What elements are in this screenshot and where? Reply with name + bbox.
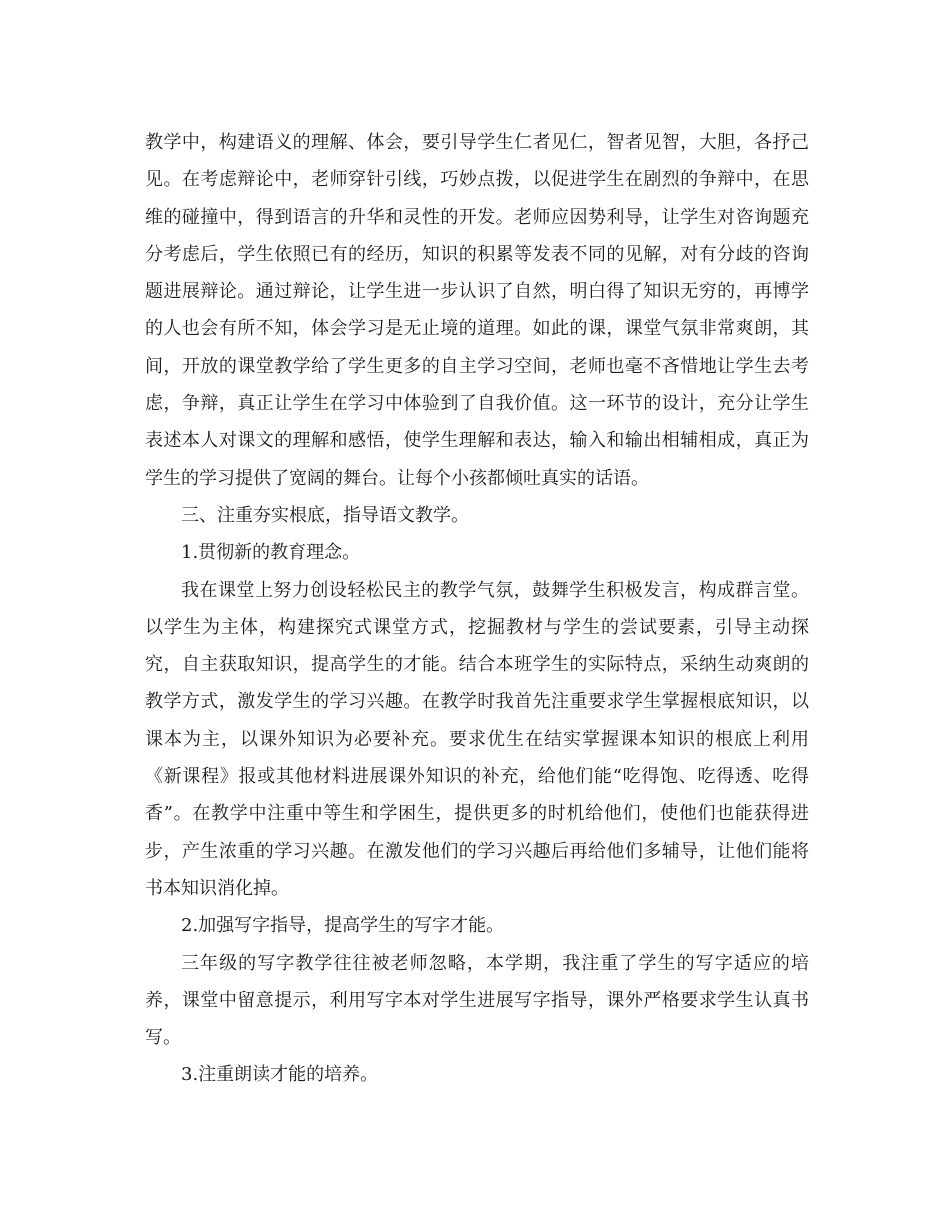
document-body xyxy=(145,124,809,1094)
paragraph-teaching-concept: 我在课堂上努力创设轻松民主的教学气氛，鼓舞学生积极发言，构成群言堂。以学生为主体，构建探究式课堂方式，挖掘教材与学生的尝试要素，引导主动探究，自主获取知识，提高学生的才能。结合本班学生的实际特点，采纳生动爽朗的教学方式，激发学生的学习兴趣。在教学时我首先注重要求学生掌握根底知识，以课本为主，以课外知识为必要补充。要求优生在结实掌握课本知识的根底上利用《新课程》报或其他材料进展课外知识的补充，给他们能“吃得饱、吃得透、吃得香”。在教学中注重中等生和学困生，提供更多的时机给他们，使他们也能获得进步，产生浓重的学习兴趣。在激发他们的学习兴趣后再给他们多辅导，让他们能将书本知识消化掉。 xyxy=(145,579,809,899)
paragraph-writing-guidance: 三年级的写字教学往往被老师忽略，本学期，我注重了学生的写字适应的培养，课堂中留意提示，利用写字本对学生进展写字指导，课外严格要求学生认真书写。 xyxy=(145,952,809,1049)
subheading-3: 3.注重朗读才能的培养。 xyxy=(181,1064,379,1086)
subheading-1: 1.贯彻新的教育理念。 xyxy=(181,542,361,564)
section-heading: 三、注重夯实根底，指导语文教学。 xyxy=(181,504,469,526)
paragraph-continuation: 教学中，构建语义的理解、体会，要引导学生仁者见仁，智者见智，大胆，各抒己见。在考虑辩论中，老师穿针引线，巧妙点拨，以促进学生在剧烈的争辩中，在思维的碰撞中，得到语言的升华和灵性的开发。老师应因势利导，让学生对咨询题充分考虑后，学生依照已有的经历，知识的积累等发表不同的见解，对有分歧的咨询题进展辩论。通过辩论，让学生进一步认识了自然，明白得了知识无穷的，再博学的人也会有所不知，体会学习是无止境的道理。如此的课，课堂气氛非常爽朗，其间，开放的课堂教学给了学生更多的自主学习空间，老师也毫不吝惜地让学生去考虑，争辩，真正让学生在学习中体验到了自我价值。这一环节的设计，充分让学生表述本人对课文的理解和感悟，使学生理解和表达，输入和输出相辅相成，真正为学生的学习提供了宽阔的舞台。让每个小孩都倾吐真实的话语。 xyxy=(145,132,809,489)
subheading-2: 2.加强写字指导，提高学生的写字才能。 xyxy=(181,915,505,937)
